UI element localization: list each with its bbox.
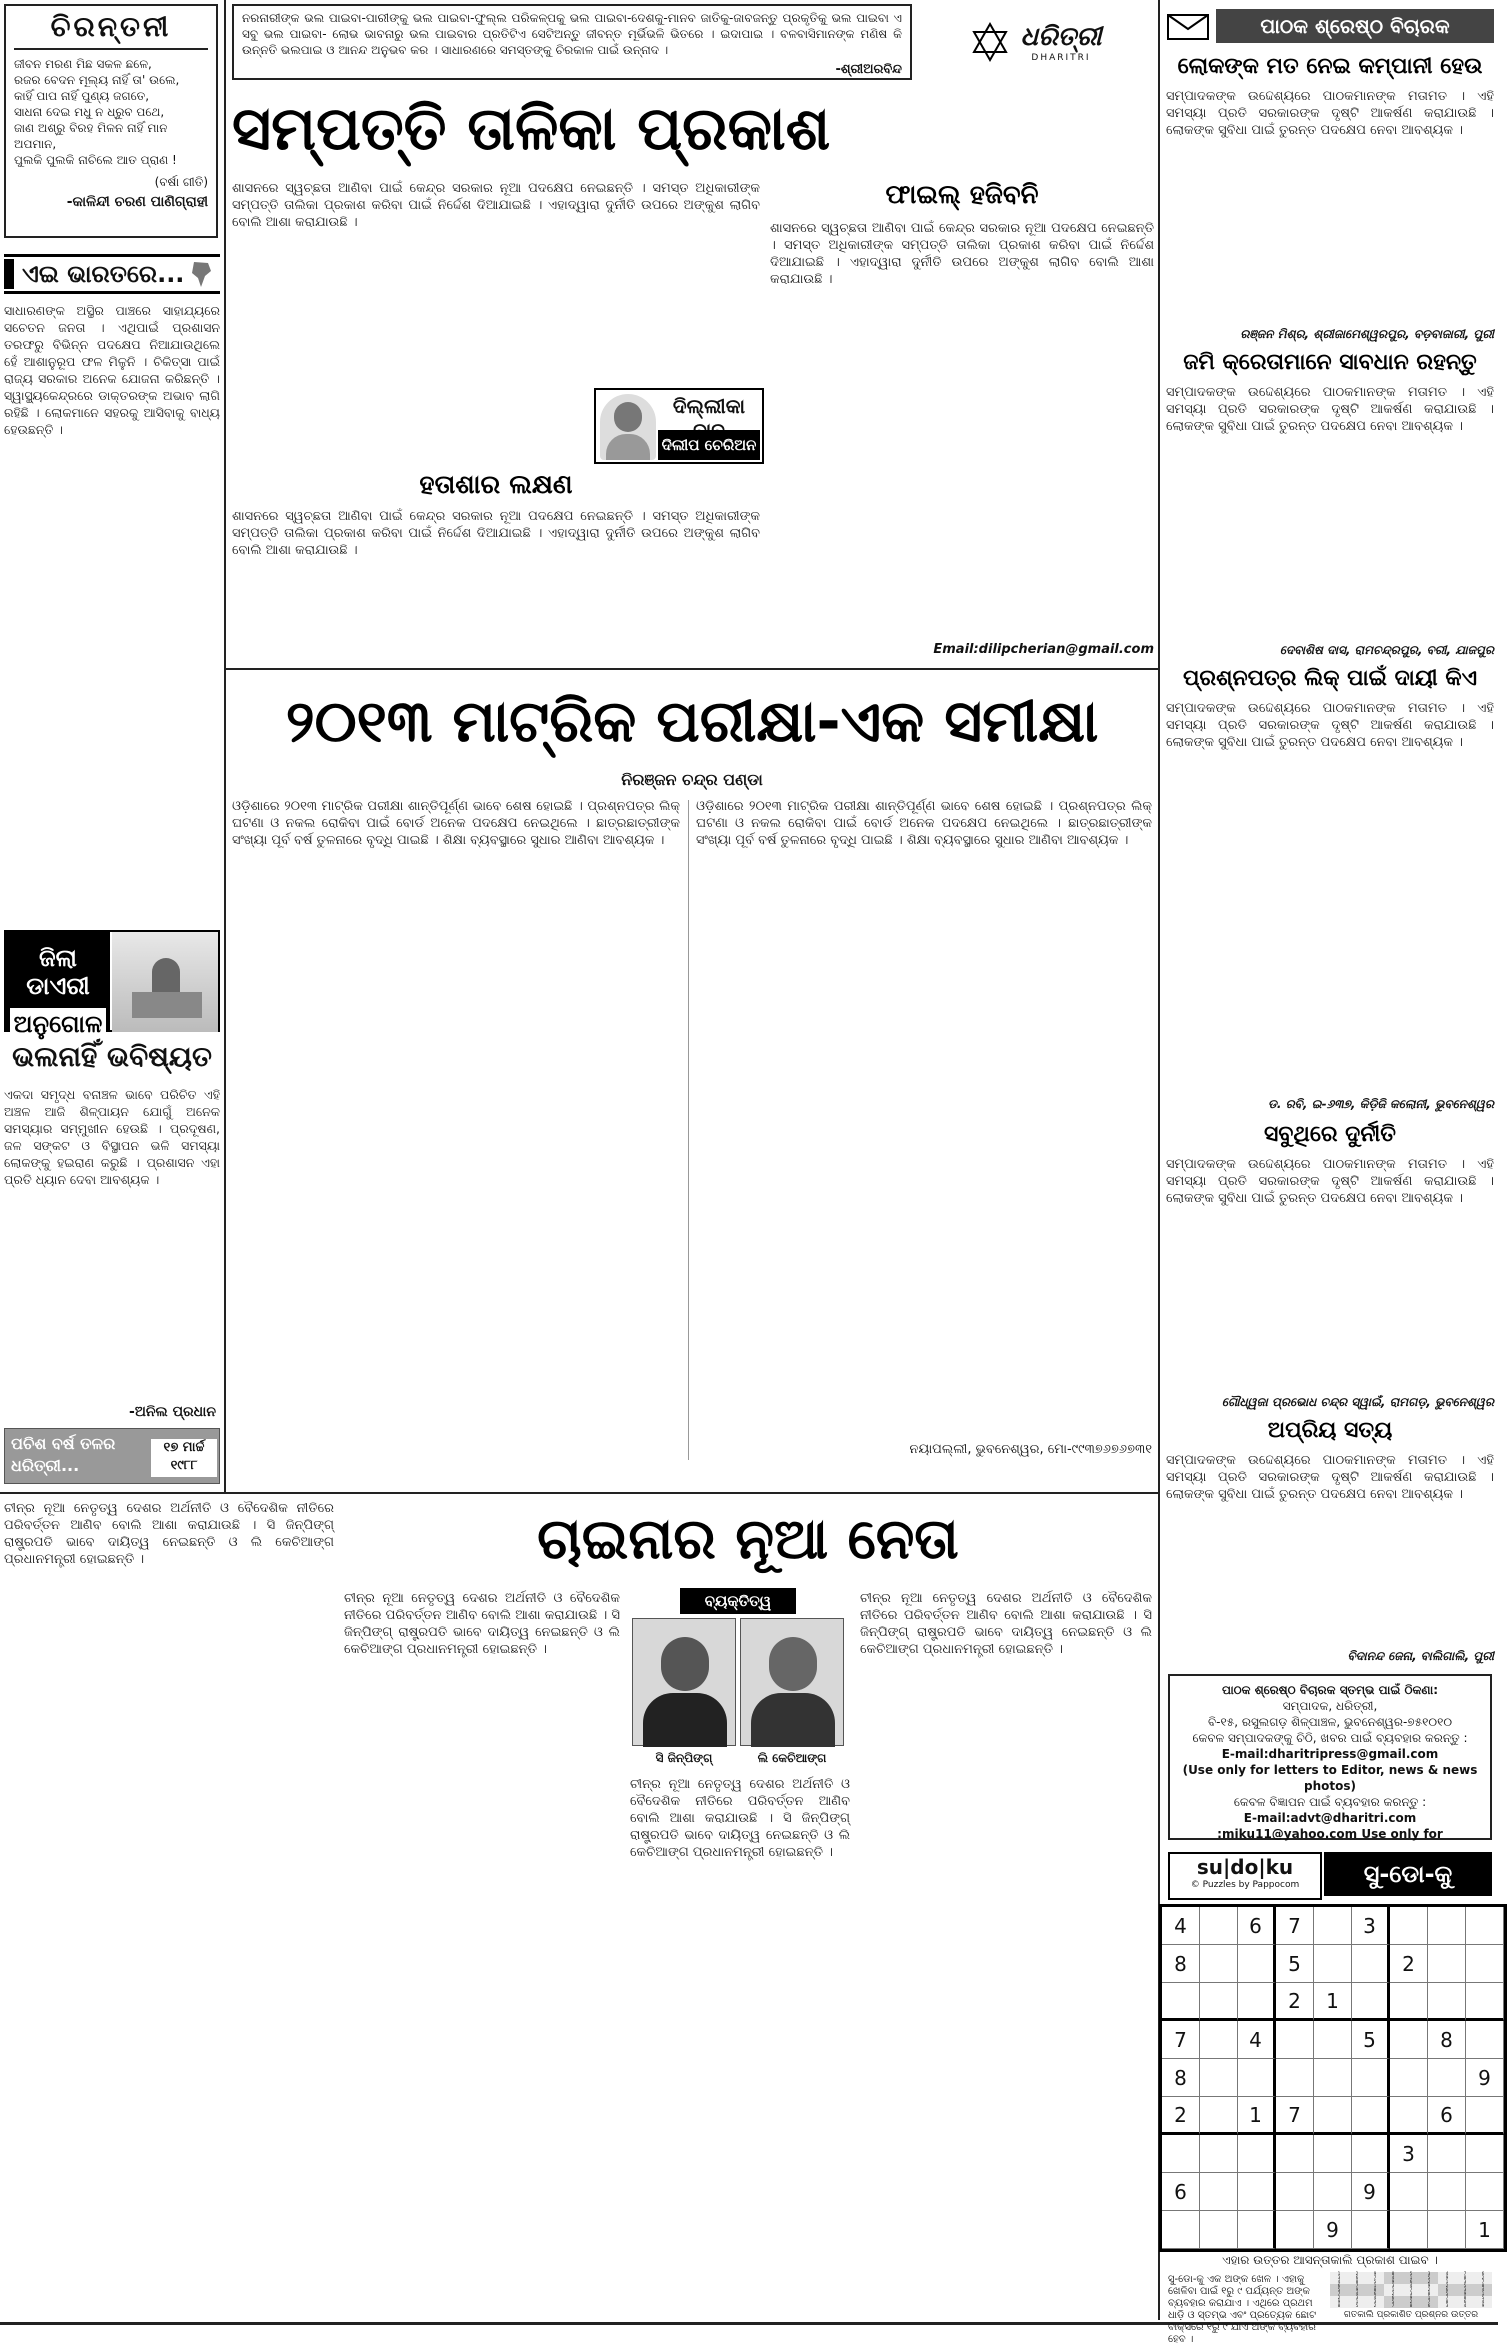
pachisha-title: ପଚିଶ ବର୍ଷ ତଳର ଧରିତ୍ରୀ... [11, 1434, 116, 1475]
sudoku-cell [1276, 2173, 1314, 2211]
sudoku-answer-note: ଏହାର ଉତ୍ତର ଆସନ୍ତାକାଲି ପ୍ରକାଶ ପାଇବ । [1222, 2253, 1438, 2267]
prev-sudoku-cell: 1 [1420, 2296, 1438, 2300]
prev-sudoku-cell: 2 [1438, 2284, 1456, 2288]
prev-sudoku-cell: 8 [1366, 2288, 1384, 2292]
prev-sudoku-cell: 2 [1348, 2272, 1366, 2276]
sudoku-cell [1200, 1945, 1238, 1983]
prev-sudoku-cell: 8 [1438, 2300, 1456, 2304]
prev-sudoku-cell: 2 [1366, 2304, 1384, 2308]
poem-line: ଜାଣ ଅଶ୍ରୁ ବିରହ ମିଳନ ନାହିଁ ମାନ ଅପମାନ, [14, 121, 168, 151]
prev-sudoku-cell: 4 [1474, 2288, 1492, 2292]
poem-line: ସାଧନା ଦେଇ ମଧୁ ନ ଧ୍ରୁବ ପଥେ, [14, 105, 165, 119]
prev-sudoku-cell: 7 [1456, 2272, 1474, 2276]
prev-sudoku-cell: 3 [1456, 2280, 1474, 2284]
prev-sudoku-cell: 1 [1474, 2292, 1492, 2296]
sudoku-cell [1276, 2211, 1314, 2249]
poem-line: କାହିଁ ପାପ ନାହିଁ ପୁଣ୍ୟ ଜଗତେ, [14, 89, 150, 103]
sudoku-cell [1428, 2211, 1466, 2249]
sudoku-cell [1390, 2173, 1428, 2211]
prev-sudoku-cell: 7 [1384, 2304, 1402, 2308]
top-quote-author: -ଶ୍ରୀଅରବିନ୍ଦ [835, 62, 902, 77]
exam-body-col1: ଓଡ଼ିଶାରେ ୨୦୧୩ ମାଟ୍ରିକ ପରୀକ୍ଷା ଶାନ୍ତିପୂର୍ଣ୍ଣ ଭାବେ ଶେଷ ହୋଇଛି । ପ୍ରଶ୍ନପତ୍ର ଲିକ୍ ଘଟଣା ଓ ନକଲ ରୋକିବା ପାଇଁ ବୋର୍ଡ ଅନେକ ପଦକ୍ଷେପ ନେଇଥିଲେ । ଛାତ୍ରଛାତ୍ରୀଙ୍କ ସଂଖ୍ୟା ପୂର୍ବ ବର୍ଷ ତୁଳନାରେ ବୃଦ୍ଧି ପାଇଛି । ଶିକ୍ଷା ବ୍ୟବସ୍ଥାରେ ସୁଧାର ଆଣିବା ଆବଶ୍ୟକ । [232, 799, 680, 848]
sudoku-cell [1314, 2097, 1352, 2135]
sudoku-header [1168, 1852, 1492, 1896]
prev-sudoku-cell: 1 [1348, 2300, 1366, 2304]
photo-caption-1: ସି ଜିନ୍‌ପିଙ୍ଗ୍ [655, 1751, 713, 1765]
prev-sudoku-cell: 6 [1438, 2288, 1456, 2292]
sudoku-cell: 4 [1238, 2021, 1276, 2059]
prev-sudoku-cell: 6 [1330, 2284, 1348, 2288]
prev-sudoku-cell: 3 [1330, 2276, 1348, 2280]
sudoku-cell [1352, 1983, 1390, 2021]
sudoku-cell: 9 [1466, 2059, 1504, 2097]
prev-sudoku-cell: 6 [1402, 2280, 1420, 2284]
prev-sudoku-cell: 9 [1366, 2272, 1384, 2276]
column-author: ଦିଲୀପ ଚେରିଅନ [658, 430, 760, 460]
prev-sudoku-cell: 4 [1366, 2296, 1384, 2300]
china-body-col1: ଚୀନ୍‌ର ନୂଆ ନେତୃତ୍ୱ ଦେଶର ଅର୍ଥନୀତି ଓ ବୈଦେଶିକ ନୀତିରେ ପରିବର୍ତ୍ତନ ଆଣିବ ବୋଲି ଆଶା କରାଯାଉଛି । ସି ଜିନ୍‌ପିଙ୍ଗ୍ ରାଷ୍ଟ୍ରପତି ଭାବେ ଦାୟିତ୍ୱ ନେଇଛନ୍ତି ଓ ଲି କେଚିଆଙ୍ଗ ପ୍ରଧାନମନ୍ତ୍ରୀ ହୋଇଛନ୍ତି । [344, 1591, 620, 1657]
prev-sudoku-cell: 8 [1456, 2276, 1474, 2280]
editor-email-note: (Use only for letters to Editor, news & news photos) [1182, 1763, 1478, 1793]
jilla-diary-title [6, 932, 110, 1038]
prev-sudoku-cell: 5 [1384, 2300, 1402, 2304]
sudoku-cell [1390, 1907, 1428, 1945]
sudoku-cell [1466, 1945, 1504, 1983]
sudoku-cell [1352, 1945, 1390, 1983]
prev-sudoku-cell: 9 [1402, 2296, 1420, 2300]
pachisha-date: ୧୭ ମାର୍ଚ୍ଚ ୧୯୮୮ [151, 1439, 217, 1477]
anil-author: -ଅନିଲ ପ୍ରଧାନ [129, 1404, 216, 1420]
masthead-sub: DHARITRI [1031, 52, 1091, 63]
sudoku-cell: 4 [1162, 1907, 1200, 1945]
prev-sudoku-cell: 6 [1348, 2276, 1366, 2280]
letter-body: ସମ୍ପାଦକଙ୍କ ଉଦ୍ଦେଶ୍ୟରେ ପାଠକମାନଙ୍କ ମତାମତ । ଏହି ସମସ୍ୟା ପ୍ରତି ସରକାରଙ୍କ ଦୃଷ୍ଟି ଆକର୍ଷଣ କରାଯାଉଛି । ଲୋକଙ୍କ ସୁବିଧା ପାଇଁ ତୁରନ୍ତ ପଦକ୍ଷେପ ନେବା ଆବଶ୍ୟକ । [1166, 385, 1494, 434]
advt-line: କେବଳ ବିଜ୍ଞାପନ ପାଇଁ ବ୍ୟବହାର କରନ୍ତୁ : [1233, 1795, 1427, 1809]
main-story-body: ଶାସନରେ ସ୍ୱଚ୍ଛତା ଆଣିବା ପାଇଁ କେନ୍ଦ୍ର ସରକାର ନୂଆ ପଦକ୍ଷେପ ନେଇଛନ୍ତି । ସମସ୍ତ ଅଧିକାରୀଙ୍କ ସମ୍ପତ୍ତି ତାଲିକା ପ୍ରକାଶ କରିବା ପାଇଁ ନିର୍ଦ୍ଦେଶ ଦିଆଯାଇଛି । ଏହାଦ୍ୱାରା ଦୁର୍ନୀତି ଉପରେ ଅଙ୍କୁଶ ଲାଗିବ ବୋଲି ଆଶା କରାଯାଉଛି । [232, 181, 760, 230]
advt-email-2[interactable]: :miku11@yahoo.com Use only for [1217, 1827, 1443, 1841]
sudoku-cell: 5 [1352, 2021, 1390, 2059]
prev-sudoku-cell: 2 [1474, 2276, 1492, 2280]
prev-sudoku-cell: 3 [1348, 2296, 1366, 2300]
letter-body: ସମ୍ପାଦକଙ୍କ ଉଦ୍ଦେଶ୍ୟରେ ପାଠକମାନଙ୍କ ମତାମତ । ଏହି ସମସ୍ୟା ପ୍ରତି ସରକାରଙ୍କ ଦୃଷ୍ଟି ଆକର୍ଷଣ କରାଯାଉଛି । ଲୋକଙ୍କ ସୁବିଧା ପାଇଁ ତୁରନ୍ତ ପଦକ୍ଷେପ ନେବା ଆବଶ୍ୟକ । [1166, 1157, 1494, 1206]
sudoku-cell [1276, 2059, 1314, 2097]
sudoku-cell [1352, 2059, 1390, 2097]
letter-heading: ସବୁଥିରେ ଦୁର୍ନୀତି [1264, 1122, 1396, 1147]
prev-sudoku-cell: 8 [1402, 2304, 1420, 2308]
prev-sudoku-cell: 5 [1456, 2284, 1474, 2288]
main-headline: ସମ୍ପତ୍ତି ତାଳିକା ପ୍ରକାଶ [232, 94, 831, 164]
address-line: ସମ୍ପାଦକ, ଧରିତ୍ରୀ, [1282, 1699, 1378, 1713]
sudoku-logo-text: su|do|ku [1196, 1855, 1294, 1879]
prev-sudoku-cell: 4 [1384, 2276, 1402, 2280]
letter-signature: ଦେବାଶିଷ ଦାସ, ରାମଚନ୍ଦ୍ରପୁର, ବରୀ, ଯାଜପୁର [1279, 643, 1494, 657]
sudoku-cell: 2 [1390, 1945, 1428, 1983]
sudoku-cell [1390, 2059, 1428, 2097]
prev-sudoku-cell: 8 [1420, 2292, 1438, 2296]
sudoku-cell [1314, 1945, 1352, 1983]
prev-sudoku-cell: 3 [1366, 2300, 1384, 2304]
poem-line: ଜୀବନ ମରଣ ମିଛ ସକଳ ଛଳେ, [14, 57, 152, 71]
ei-bharata-banner [4, 254, 220, 294]
pachisha-box [4, 1428, 220, 1484]
letter-signature: ଡ. ରବି, ଇ-୬୩୭, କିଡ଼ିଜି କଲୋନୀ, ଭୁବନେଶ୍ୱର [1267, 1097, 1494, 1111]
prev-sudoku-cell: 7 [1474, 2280, 1492, 2284]
prev-sudoku-caption: ଗତକାଲି ପ୍ରକାଶିତ ପ୍ରଶ୍ନର ଉତ୍ତର [1343, 2310, 1479, 2320]
prev-sudoku-cell: 9 [1474, 2304, 1492, 2308]
poem-line: ପୁଲକି ପୁଲକି ନାଚିଲେ ଆତ ପ୍ରାଣ ! [14, 153, 177, 167]
sudoku-cell [1352, 2135, 1390, 2173]
prev-sudoku-cell: 3 [1420, 2272, 1438, 2276]
address-box [1168, 1674, 1492, 1840]
poem-source: (ବର୍ଷା ଗୀତି) [154, 175, 208, 189]
prev-sudoku-cell: 7 [1348, 2284, 1366, 2288]
letters-header [1166, 6, 1494, 46]
sudoku-cell [1314, 1907, 1352, 1945]
address-line: କେବଳ ସମ୍ପାଦକଙ୍କୁ ଚିଠି, ଖବର ପାଇଁ ବ୍ୟବହାର କରନ୍ତୁ : [1192, 1731, 1468, 1745]
hatashara-body: ଶାସନରେ ସ୍ୱଚ୍ଛତା ଆଣିବା ପାଇଁ କେନ୍ଦ୍ର ସରକାର ନୂଆ ପଦକ୍ଷେପ ନେଇଛନ୍ତି । ସମସ୍ତ ଅଧିକାରୀଙ୍କ ସମ୍ପତ୍ତି ତାଲିକା ପ୍ରକାଶ କରିବା ପାଇଁ ନିର୍ଦ୍ଦେଶ ଦିଆଯାଇଛି । ଏହାଦ୍ୱାରା ଦୁର୍ନୀତି ଉପରେ ଅଙ୍କୁଶ ଲାଗିବ ବୋଲି ଆଶା କରାଯାଉଛି । [232, 509, 760, 558]
prev-sudoku-cell: 9 [1456, 2292, 1474, 2296]
file-body: ଶାସନରେ ସ୍ୱଚ୍ଛତା ଆଣିବା ପାଇଁ କେନ୍ଦ୍ର ସରକାର ନୂଆ ପଦକ୍ଷେପ ନେଇଛନ୍ତି । ସମସ୍ତ ଅଧିକାରୀଙ୍କ ସମ୍ପତ୍ତି ତାଲିକା ପ୍ରକାଶ କରିବା ପାଇଁ ନିର୍ଦ୍ଦେଶ ଦିଆଯାଇଛି । ଏହାଦ୍ୱାରା ଦୁର୍ନୀତି ଉପରେ ଅଙ୍କୁଶ ଲାଗିବ ବୋଲି ଆଶା କରାଯାଉଛି । [770, 221, 1154, 287]
sudoku-cell: 1 [1314, 1983, 1352, 2021]
top-quote-box [232, 4, 912, 80]
sudoku-grid [1159, 1904, 1507, 2252]
prev-sudoku-cell: 3 [1456, 2288, 1474, 2292]
sudoku-cell [1200, 2059, 1238, 2097]
prev-sudoku-cell: 4 [1348, 2292, 1366, 2296]
sudoku-cell [1428, 2059, 1466, 2097]
leader-photo-2 [740, 1618, 844, 1746]
sudoku-cell: 5 [1276, 1945, 1314, 1983]
jilla-diary-line1: ଜିଲା ଡାଏରୀ [26, 944, 90, 1000]
exam-body-col2: ଓଡ଼ିଶାରେ ୨୦୧୩ ମାଟ୍ରିକ ପରୀକ୍ଷା ଶାନ୍ତିପୂର୍ଣ୍ଣ ଭାବେ ଶେଷ ହୋଇଛି । ପ୍ରଶ୍ନପତ୍ର ଲିକ୍ ଘଟଣା ଓ ନକଲ ରୋକିବା ପାଇଁ ବୋର୍ଡ ଅନେକ ପଦକ୍ଷେପ ନେଇଥିଲେ । ଛାତ୍ରଛାତ୍ରୀଙ୍କ ସଂଖ୍ୟା ପୂର୍ବ ବର୍ଷ ତୁଳନାରେ ବୃଦ୍ଧି ପାଇଛି । ଶିକ୍ଷା ବ୍ୟବସ୍ଥାରେ ସୁଧାର ଆଣିବା ଆବଶ୍ୟକ । [696, 799, 1152, 848]
sudoku-cell: 8 [1162, 1945, 1200, 1983]
prev-sudoku-cell: 6 [1366, 2292, 1384, 2296]
sudoku-cell: 3 [1352, 1907, 1390, 1945]
sudoku-cell: 7 [1276, 1907, 1314, 1945]
prev-sudoku-cell: 9 [1348, 2288, 1366, 2292]
prev-sudoku-cell: 8 [1348, 2280, 1366, 2284]
sudoku-cell [1352, 2097, 1390, 2135]
prev-sudoku-cell: 7 [1330, 2292, 1348, 2296]
sudoku-cell [1314, 2021, 1352, 2059]
sudoku-cell: 6 [1162, 2173, 1200, 2211]
sudoku-cell: 7 [1276, 2097, 1314, 2135]
photo-caption-2: ଲି କେଚିଆଙ୍ଗ [757, 1751, 827, 1765]
sudoku-cell: 9 [1352, 2173, 1390, 2211]
sudoku-logo [1168, 1852, 1322, 1900]
sudoku-cell [1428, 1907, 1466, 1945]
sudoku-cell [1390, 1983, 1428, 2021]
exam-footer: ନୟାପଲ୍ଲୀ, ଭୁବନେଶ୍ୱର, ମୋ-୯୯୩୭୬୭୬୭୩୧ [909, 1442, 1152, 1457]
sudoku-rules: ସୁ-ଡୋ-କୁ ଏକ ଅଙ୍କ ଖେଳ । ଏହାକୁ ଖେଳିବା ପାଇଁ ୧ରୁ ୯ ପର୍ଯ୍ୟନ୍ତ ଅଙ୍କ ବ୍ୟବହାର କରାଯାଏ । ଏଥିରେ ପ୍ରଥମ ଧାଡ଼ି ଓ ସ୍ତମ୍ଭ ଏବଂ ପ୍ରତ୍ୟେକ ଛୋଟ ବାକ୍ସରେ ୧ରୁ ୯ ଯାଏ ଅଙ୍କ ବ୍ୟବହାର ହେବ । [1168, 2274, 1317, 2345]
sudoku-cell: 7 [1162, 2021, 1200, 2059]
sudoku-cell [1162, 2211, 1200, 2249]
sudoku-cell [1200, 2021, 1238, 2059]
sudoku-cell [1238, 2173, 1276, 2211]
prev-sudoku-cell: 2 [1402, 2300, 1420, 2304]
prev-sudoku-cell: 3 [1438, 2304, 1456, 2308]
china-body-col3: ଚୀନ୍‌ର ନୂଆ ନେତୃତ୍ୱ ଦେଶର ଅର୍ଥନୀତି ଓ ବୈଦେଶିକ ନୀତିରେ ପରିବର୍ତ୍ତନ ଆଣିବ ବୋଲି ଆଶା କରାଯାଉଛି । ସି ଜିନ୍‌ପିଙ୍ଗ୍ ରାଷ୍ଟ୍ରପତି ଭାବେ ଦାୟିତ୍ୱ ନେଇଛନ୍ତି ଓ ଲି କେଚିଆଙ୍ଗ ପ୍ରଧାନମନ୍ତ୍ରୀ ହୋଇଛନ୍ତି । [860, 1591, 1152, 1657]
prev-sudoku-cell: 5 [1402, 2272, 1420, 2276]
prev-sudoku-cell: 2 [1420, 2280, 1438, 2284]
poem-box [4, 4, 218, 238]
sudoku-cell [1200, 2097, 1238, 2135]
sudoku-cell [1314, 2059, 1352, 2097]
sudoku-cell [1428, 2173, 1466, 2211]
ei-bharata-label: ଏଇ ଭାରତରେ... [22, 260, 185, 288]
masthead-title: ଧରିତ୍ରୀ [1020, 21, 1102, 52]
jilla-diary-district: ଅନୁଗୋଳ [10, 1008, 106, 1040]
sudoku-cell [1466, 2021, 1504, 2059]
sudoku-cell: 6 [1238, 1907, 1276, 1945]
prev-sudoku-cell: 6 [1456, 2300, 1474, 2304]
sudoku-cell [1238, 1983, 1276, 2021]
prev-sudoku-cell: 9 [1384, 2280, 1402, 2284]
sudoku-cell [1466, 2097, 1504, 2135]
prev-sudoku-cell: 7 [1402, 2288, 1420, 2292]
letter-signature: ରଞ୍ଜନ ମିଶ୍ର, ଶ୍ରୀଜାମେଶ୍ୱରପୁର, ବଡ଼ବାଜାରୀ, ପୁରୀ [1240, 327, 1494, 341]
exam-author: ନିରଞ୍ଜନ ଚନ୍ଦ୍ର ପଣ୍ଡା [621, 770, 763, 789]
sudoku-cell [1390, 2211, 1428, 2249]
china-left-body: ଚୀନ୍‌ର ନୂଆ ନେତୃତ୍ୱ ଦେଶର ଅର୍ଥନୀତି ଓ ବୈଦେଶିକ ନୀତିରେ ପରିବର୍ତ୍ତନ ଆଣିବ ବୋଲି ଆଶା କରାଯାଉଛି । ସି ଜିନ୍‌ପିଙ୍ଗ୍ ରାଷ୍ଟ୍ରପତି ଭାବେ ଦାୟିତ୍ୱ ନେଇଛନ୍ତି ଓ ଲି କେଚିଆଙ୍ଗ ପ୍ରଧାନମନ୍ତ୍ରୀ ହୋଇଛନ୍ତି । [4, 1501, 334, 1567]
sudoku-cell [1162, 1983, 1200, 2021]
letter-signature: ଗୌଧ୍ୱଜା ପ୍ରଭୋଧ ଚନ୍ଦ୍ର ସ୍ୱାଇଁ, ରାମଗଡ଼, ଭୁବନେଶ୍ୱର [1221, 1395, 1494, 1409]
sudoku-cell [1314, 2135, 1352, 2173]
leader-photo-1 [632, 1618, 736, 1746]
prev-sudoku-cell: 4 [1474, 2300, 1492, 2304]
prev-sudoku-cell: 4 [1330, 2280, 1348, 2284]
prev-sudoku-cell: 4 [1456, 2304, 1474, 2308]
prev-sudoku-cell: 3 [1402, 2292, 1420, 2296]
sudoku-cell: 2 [1276, 1983, 1314, 2021]
prev-sudoku-cell: 7 [1366, 2276, 1384, 2280]
prev-sudoku-cell: 9 [1420, 2284, 1438, 2288]
top-quote-text: ନରନାରୀଙ୍କ ଭଲ ପାଇବା-ପାରୀଙ୍କୁ ଭଲ ପାଇବା-ଫୁଲ୍ଲ ପରିକଳ୍ପକୁ ଭଲ ପାଇବା-ଦେଶକୁ-ମାନବ ଜାତିକୁ-ଜାବଜନ୍ତୁ ପ୍ରକୃତିକୁ ଭଲ ପାଇବା ଏ ସବୁ ଭଲ ପାଇବା- ଲୋଭ ଭାବନାରୁ ଭଲ ପାଇବାର ପ୍ରତିଟିଏ ସେଟିଅନ୍ତୁ ଜୀବନ୍ତ ମୂର୍ଭିଭଳି ଭିତରେ । ଇଦାପାଇ । ବଳବାସିମାନଙ୍କ ମଣିଷ କି ଉନ୍ନତି ଭଲପାଇ ଓ ଆନନ୍ଦ ଅନୁଭବ କର । ସାଧାରଣରେ ସମସ୍ତଙ୍କୁ ଚିରକାଳ ପାଇଁ ଉନ୍ନାଦ । [242, 11, 902, 57]
sudoku-cell [1466, 2135, 1504, 2173]
prev-sudoku-cell: 6 [1474, 2272, 1492, 2276]
letters-header-title: ପାଠକ ଶ୍ରେଷ୍ଠ ବିଚାରକ [1216, 9, 1494, 43]
letter-heading: ପ୍ରଶ୍ନପତ୍ର ଲିକ୍ ପାଇଁ ଦାୟୀ କିଏ [1182, 666, 1478, 691]
editor-email[interactable]: E-mail:dharitripress@gmail.com [1221, 1747, 1439, 1761]
sudoku-cell [1200, 2135, 1238, 2173]
address-line: ପାଠକ ଶ୍ରେଷ୍ଠ ବିଚାରକ ସ୍ତମ୍ଭ ପାଇଁ ଠିକଣା: [1221, 1683, 1439, 1697]
banner-bar-icon [4, 259, 14, 289]
prev-sudoku-cell: 6 [1420, 2304, 1438, 2308]
sudoku-cell: 2 [1162, 2097, 1200, 2135]
poem-line: ରଜର ବେଦନ ମୂଲ୍ୟ ନାହିଁ ତା' ଉଲେ, [14, 73, 180, 87]
sudoku-logo-sub: © Puzzles by Pappocom [1190, 1880, 1300, 1890]
prev-sudoku-cell: 3 [1384, 2284, 1402, 2288]
prev-sudoku-cell: 5 [1420, 2276, 1438, 2280]
china-body-col2: ଚୀନ୍‌ର ନୂଆ ନେତୃତ୍ୱ ଦେଶର ଅର୍ଥନୀତି ଓ ବୈଦେଶିକ ନୀତିରେ ପରିବର୍ତ୍ତନ ଆଣିବ ବୋଲି ଆଶା କରାଯାଉଛି । ସି ଜିନ୍‌ପିଙ୍ଗ୍ ରାଷ୍ଟ୍ରପତି ଭାବେ ଦାୟିତ୍ୱ ନେଇଛନ୍ତି ଓ ଲି କେଚିଆଙ୍ଗ ପ୍ରଧାନମନ୍ତ୍ରୀ ହୋଇଛନ୍ତି । [630, 1777, 850, 1860]
hatashara-heading: ହତାଶାର ଲକ୍ଷଣ [419, 470, 573, 500]
sudoku-cell [1276, 2135, 1314, 2173]
letter-body: ସମ୍ପାଦକଙ୍କ ଉଦ୍ଦେଶ୍ୟରେ ପାଠକମାନଙ୍କ ମତାମତ । ଏହି ସମସ୍ୟା ପ୍ରତି ସରକାରଙ୍କ ଦୃଷ୍ଟି ଆକର୍ଷଣ କରାଯାଉଛି । ଲୋକଙ୍କ ସୁବିଧା ପାଇଁ ତୁରନ୍ତ ପଦକ୍ଷେପ ନେବା ଆବଶ୍ୟକ । [1166, 701, 1494, 750]
prev-sudoku-cell: 1 [1402, 2276, 1420, 2280]
letter-heading: ଅପ୍ରିୟ ସତ୍ୟ [1267, 1418, 1393, 1443]
china-headline: ଚାଇନାର ନୂଆ ନେତା [537, 1507, 959, 1572]
prev-sudoku-cell: 1 [1438, 2280, 1456, 2284]
prev-sudoku-cell: 8 [1456, 2296, 1474, 2300]
sudoku-title: ସୁ-ଡୋ-କୁ [1324, 1852, 1492, 1896]
sudoku-cell [1390, 2097, 1428, 2135]
prev-sudoku-cell: 5 [1366, 2280, 1384, 2284]
columnist-email: Email:dilipcherian@gmail.com [933, 642, 1154, 657]
file-heading: ଫାଇଲ୍ ହଜିବନି [885, 180, 1039, 210]
sudoku-cell [1466, 1983, 1504, 2021]
sudoku-cell: 8 [1162, 2059, 1200, 2097]
letter-signature: ବିଦାନନ୍ଦ ଜେନା, ବାଲିଗାଲି, ପୁରୀ [1347, 1649, 1494, 1663]
prev-sudoku-cell: 9 [1438, 2276, 1456, 2280]
sudoku-cell [1428, 2135, 1466, 2173]
sudoku-cell [1276, 2021, 1314, 2059]
prev-sudoku-cell: 5 [1474, 2296, 1492, 2300]
sudoku-cell [1162, 2135, 1200, 2173]
column-badge [594, 388, 764, 464]
sudoku-cell: 3 [1390, 2135, 1428, 2173]
sudoku-cell [1390, 2021, 1428, 2059]
columnist-photo [600, 394, 656, 460]
sudoku-cell: 9 [1314, 2211, 1352, 2249]
sudoku-cell [1200, 2211, 1238, 2249]
poem-author: -କାଳିନ୍ଦୀ ଚରଣ ପାଣିଗ୍ରାହୀ [66, 194, 208, 210]
prev-sudoku-cell: 9 [1330, 2300, 1348, 2304]
masthead-logo [918, 4, 1154, 80]
prev-sudoku-cell: 5 [1330, 2288, 1348, 2292]
bhalanahi-heading: ଭଲନାହିଁ ଭବିଷ୍ୟତ [12, 1040, 212, 1073]
prev-sudoku-grid [1330, 2272, 1492, 2308]
sudoku-cell [1200, 1907, 1238, 1945]
column-title: ଦିଲ୍ଲୀକା [672, 394, 746, 418]
sudoku-cell: 6 [1428, 2097, 1466, 2135]
prev-sudoku-cell: 2 [1420, 2288, 1438, 2292]
sudoku-cell [1466, 2173, 1504, 2211]
sudoku-cell [1238, 1945, 1276, 1983]
sudoku-cell [1466, 1907, 1504, 1945]
poem-heading: ଚିରନ୍ତନୀ [14, 10, 208, 50]
prev-sudoku-cell: 5 [1348, 2304, 1366, 2308]
prev-sudoku-cell: 4 [1402, 2284, 1420, 2288]
sudoku-cell [1238, 2135, 1276, 2173]
prev-sudoku-cell: 6 [1384, 2296, 1402, 2300]
sudoku-cell: 1 [1466, 2211, 1504, 2249]
envelope-icon [1166, 11, 1210, 41]
prev-sudoku-cell: 1 [1384, 2288, 1402, 2292]
advt-email[interactable]: E-mail:advt@dharitri.com [1243, 1811, 1417, 1825]
ei-bharata-body: ସାଧାରଣଙ୍କ ଅସ୍ଥିର ପାଞ୍ଚରେ ସାହାଯ୍ୟରେ ସଚେତନ ଜନତା । ଏଥିପାଇଁ ପ୍ରଶାସନ ତରଫରୁ ବିଭିନ୍ନ ପଦକ୍ଷେପ ନିଆଯାଉଥିଲେ ହେଁ ଆଶାନୁରୂପ ଫଳ ମିଳୁନି । ଚିକିତ୍ସା ପାଇଁ ରାଜ୍ୟ ସରକାର ଅନେକ ଯୋଜନା କରିଛନ୍ତି । ସ୍ୱାସ୍ଥ୍ୟକେନ୍ଦ୍ରରେ ଡାକ୍ତରଙ୍କ ଅଭାବ ଲାଗି ରହିଛି । ଲୋକମାନେ ସହରକୁ ଆସିବାକୁ ବାଧ୍ୟ ହେଉଛନ୍ତି । [4, 303, 220, 437]
sudoku-cell [1428, 1983, 1466, 2021]
sudoku-cell: 8 [1428, 2021, 1466, 2059]
prev-sudoku-cell: 5 [1438, 2292, 1456, 2296]
prev-sudoku-cell: 1 [1366, 2284, 1384, 2288]
prev-sudoku-cell: 1 [1330, 2272, 1348, 2276]
prev-sudoku-cell: 7 [1420, 2300, 1438, 2304]
prev-sudoku-cell: 7 [1438, 2296, 1456, 2300]
address-line: ବି-୧୫, ରସୁଲଗଡ଼ ଶିଳ୍ପାଞ୍ଚଳ, ଭୁବନେଶ୍ୱର-୭୫୧୦୧୦ [1207, 1715, 1453, 1729]
jilla-diary-box [4, 930, 220, 1038]
exam-headline: ୨୦୧୩ ମାଟ୍ରିକ ପରୀକ୍ଷା-ଏକ ସମୀକ୍ଷା [285, 687, 1099, 755]
prev-sudoku-cell: 8 [1330, 2304, 1348, 2308]
letter-body: ସମ୍ପାଦକଙ୍କ ଉଦ୍ଦେଶ୍ୟରେ ପାଠକମାନଙ୍କ ମତାମତ । ଏହି ସମସ୍ୟା ପ୍ରତି ସରକାରଙ୍କ ଦୃଷ୍ଟି ଆକର୍ଷଣ କରାଯାଉଛି । ଲୋକଙ୍କ ସୁବିଧା ପାଇଁ ତୁରନ୍ତ ପଦକ୍ଷେପ ନେବା ଆବଶ୍ୟକ । [1166, 1453, 1494, 1502]
sudoku-cell [1200, 2173, 1238, 2211]
temple-photo [112, 932, 218, 1032]
byaktitwa-badge: ବ୍ୟକ୍ତିତ୍ୱ [680, 1588, 796, 1614]
sudoku-cell [1428, 1945, 1466, 1983]
sudoku-cell [1200, 1983, 1238, 2021]
prev-sudoku-cell: 2 [1330, 2296, 1348, 2300]
sudoku-cell [1238, 2059, 1276, 2097]
sudoku-cell [1238, 2211, 1276, 2249]
india-map-icon [186, 259, 216, 289]
prev-sudoku-cell: 8 [1474, 2284, 1492, 2288]
star-logo-icon [970, 22, 1010, 62]
prev-sudoku-cell: 4 [1438, 2272, 1456, 2276]
letter-heading: ଲୋକଙ୍କ ମତ ନେଇ କମ୍ପାନୀ ହେଉ [1177, 54, 1483, 79]
letter-body: ସମ୍ପାଦକଙ୍କ ଉଦ୍ଦେଶ୍ୟରେ ପାଠକମାନଙ୍କ ମତାମତ । ଏହି ସମସ୍ୟା ପ୍ରତି ସରକାରଙ୍କ ଦୃଷ୍ଟି ଆକର୍ଷଣ କରାଯାଉଛି । ଲୋକଙ୍କ ସୁବିଧା ପାଇଁ ତୁରନ୍ତ ପଦକ୍ଷେପ ନେବା ଆବଶ୍ୟକ । [1166, 89, 1494, 138]
bhalanahi-body: ଏକଦା ସମୃଦ୍ଧ ବନାଞ୍ଚଳ ଭାବେ ପରିଚିତ ଏହି ଅଞ୍ଚଳ ଆଜି ଶିଳ୍ପାୟନ ଯୋଗୁଁ ଅନେକ ସମସ୍ୟାର ସମ୍ମୁଖୀନ ହେଉଛି । ପ୍ରଦୂଷଣ, ଜଳ ସଙ୍କଟ ଓ ବିସ୍ଥାପନ ଭଳି ସମସ୍ୟା ଲୋକଙ୍କୁ ହଇରାଣ କରୁଛି । ପ୍ରଶାସନ ଏହା ପ୍ରତି ଧ୍ୟାନ ଦେବା ଆବଶ୍ୟକ । [4, 1087, 220, 1187]
sudoku-cell [1352, 2211, 1390, 2249]
prev-sudoku-cell: 2 [1384, 2292, 1402, 2296]
sudoku-cell [1314, 2173, 1352, 2211]
sudoku-cell: 1 [1238, 2097, 1276, 2135]
prev-sudoku-cell: 8 [1384, 2272, 1402, 2276]
letter-heading: ଜମି କ୍ରେତାମାନେ ସାବଧାନ ରହନ୍ତୁ [1183, 350, 1477, 375]
